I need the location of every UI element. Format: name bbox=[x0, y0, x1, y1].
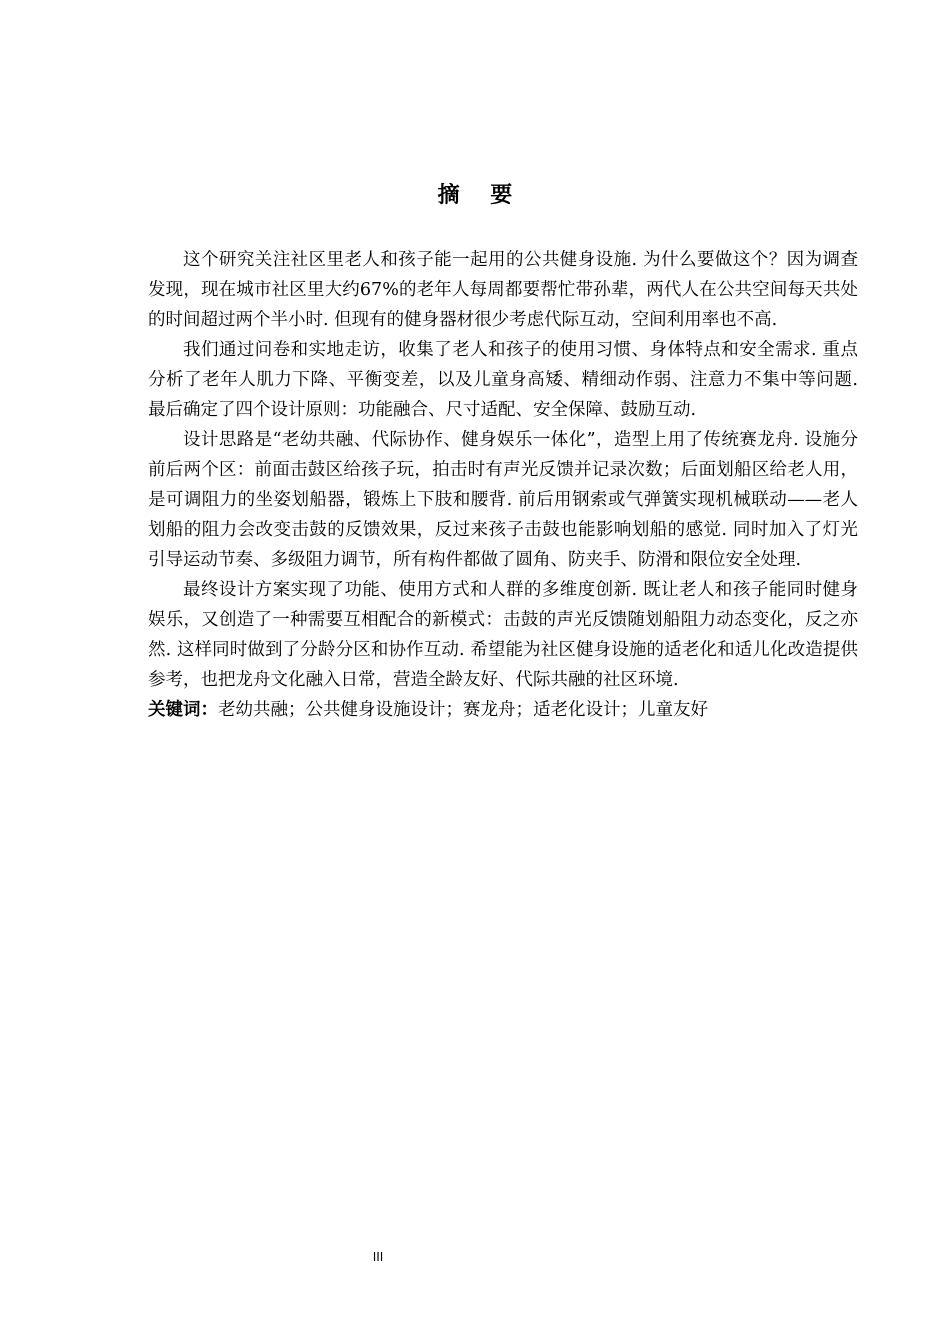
abstract-body bbox=[148, 245, 858, 725]
abstract-paragraph-1: 这个研究关注社区里老人和孩子能一起用的公共健身设施. 为什么要做这个？因为调查发现，现在城市社区里大约67%的老年人每周都要帮忙带孙辈，两代人在公共空间每天共处的时间超过两个半小时. 但现有的健身器材很少考虑代际互动，空间利用率也不高. bbox=[148, 250, 858, 330]
page-number: III bbox=[372, 1250, 384, 1264]
keywords-label: 关键词： bbox=[148, 700, 218, 720]
abstract-paragraph-2: 我们通过问卷和实地走访，收集了老人和孩子的使用习惯、身体特点和安全需求. 重点分析了老年人肌力下降、平衡变差，以及儿童身高矮、精细动作弱、注意力不集中等问题. 最后确定了四个设计原则：功能融合、尺寸适配、安全保障、鼓励互动. bbox=[148, 340, 858, 420]
abstract-title: 摘 要 bbox=[437, 183, 513, 208]
abstract-paragraph-3: 设计思路是“老幼共融、代际协作、健身娱乐一体化”，造型上用了传统赛龙舟. 设施分前后两个区：前面击鼓区给孩子玩，拍击时有声光反馈并记录次数；后面划船区给老人用，是可调阻力的坐姿划船器，锻炼上下肢和腰背. 前后用钢索或气弹簧实现机械联动——老人划船的阻力会改变击鼓的反馈效果，反过来孩子击鼓也能影响划船的感觉. 同时加入了灯光引导运动节奏、多级阻力调节，所有构件都做了圆角、防夹手、防滑和限位安全处理. bbox=[148, 430, 858, 570]
keywords-line bbox=[148, 695, 858, 725]
abstract-paragraph-4: 最终设计方案实现了功能、使用方式和人群的多维度创新. 既让老人和孩子能同时健身娱乐，又创造了一种需要互相配合的新模式：击鼓的声光反馈随划船阻力动态变化，反之亦然. 这样同时做到了分龄分区和协作互动. 希望能为社区健身设施的适老化和适儿化改造提供参考，也把龙舟文化融入日常，营造全龄友好、代际共融的社区环境. bbox=[148, 580, 858, 690]
keywords-text: 老幼共融；公共健身设施设计；赛龙舟；适老化设计；儿童友好 bbox=[218, 700, 708, 720]
